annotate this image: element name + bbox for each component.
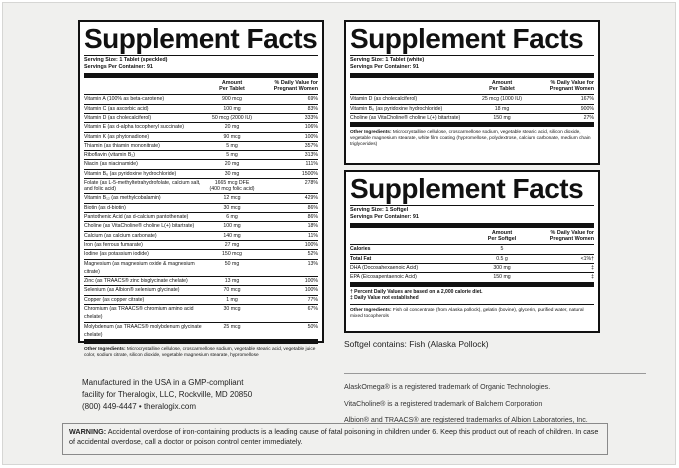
nutrient-daily-value: 86% bbox=[307, 204, 318, 211]
servings-per-container: Servings Per Container: 91 bbox=[350, 63, 419, 70]
nutrient-name: Iron (as ferrous fumarate) bbox=[84, 241, 143, 248]
nutrient-name: Biotin (as d-biotin) bbox=[84, 204, 126, 211]
col-amount-header: Amount Per Softgel bbox=[487, 229, 517, 242]
nutrient-daily-value: 18% bbox=[307, 223, 318, 230]
supplement-facts-tablet-speckled bbox=[78, 20, 324, 359]
panel-title: Supplement Facts bbox=[350, 23, 584, 54]
nutrient-amount: 900 mcg bbox=[222, 96, 242, 103]
table-header bbox=[350, 228, 594, 245]
nutrient-daily-value: 77% bbox=[307, 296, 318, 303]
nutrient-daily-value: 11% bbox=[308, 232, 318, 239]
nutrient-name: Choline (as VitaCholine® choline L(+) bitartrate) bbox=[350, 115, 461, 121]
footnote-dv: † Percent Daily Values are based on a 2,000 calorie diet. bbox=[350, 288, 483, 295]
nutrient-table bbox=[84, 94, 318, 339]
nutrient-name: Vitamin C (as ascorbic acid) bbox=[84, 105, 149, 112]
nutrient-amount: 5 mg bbox=[226, 152, 238, 159]
nutrient-daily-value: 900% bbox=[580, 105, 594, 112]
trademark-alaskomega: AlaskOmega® is a registered trademark of Organic Technologies. bbox=[344, 383, 551, 391]
nutrient-amount: 13 mg bbox=[224, 278, 240, 285]
nutrient-name: Niacin (as niacinamide) bbox=[84, 161, 138, 168]
panel-title: Supplement Facts bbox=[84, 23, 318, 54]
nutrient-daily-value: 313% bbox=[304, 152, 318, 159]
nutrient-amount: 25 mcg bbox=[223, 323, 241, 330]
panel-title: Supplement Facts bbox=[350, 173, 584, 204]
other-ingredients-text: Microcrystalline cellulose, croscarmellose sodium, vegetable stearic acid, silicon dioxide, vegetable magnesium stearate, white film coating (hypromellose, polydextrose, calcium carbonate, medium chain triglycerides) bbox=[350, 130, 591, 147]
nutrient-table bbox=[350, 244, 594, 281]
nutrient-amount: 5 bbox=[500, 246, 504, 253]
nutrient-row bbox=[84, 132, 318, 141]
nutrient-row bbox=[84, 285, 318, 294]
nutrient-name: Thiamin (as thiamin mononitrate) bbox=[84, 142, 160, 149]
nutrient-daily-value: 167% bbox=[580, 96, 594, 103]
nutrient-daily-value: 83% bbox=[307, 105, 318, 112]
nutrient-amount: 30 mg bbox=[224, 170, 240, 177]
nutrient-daily-value: 357% bbox=[304, 142, 318, 149]
nutrient-row bbox=[84, 150, 318, 159]
table-header bbox=[350, 78, 594, 95]
nutrient-amount: 5 mg bbox=[226, 142, 238, 149]
nutrient-amount: 12 mcg bbox=[223, 195, 241, 202]
nutrient-amount: 300 mg bbox=[493, 265, 511, 271]
other-ingredients-label: Other Ingredients: bbox=[350, 130, 392, 136]
nutrient-daily-value: 100% bbox=[304, 241, 318, 248]
manufacturer-contact: (800) 449-4447 • theralogix.com bbox=[82, 402, 196, 411]
nutrient-name: Vitamin D (as cholecalciferol) bbox=[84, 115, 152, 121]
nutrient-name: Vitamin B₁₂ (as methylcobalamin) bbox=[84, 195, 161, 202]
nutrient-name: Calories bbox=[350, 246, 371, 253]
nutrient-daily-value: 278% bbox=[304, 180, 318, 187]
other-ingredients-label: Other Ingredients: bbox=[84, 347, 126, 353]
nutrient-row bbox=[350, 263, 594, 272]
trademark-albion: Albion® and TRAACS® are registered trademarks of Albion Laboratories, Inc. bbox=[344, 416, 588, 424]
servings-per-container: Servings Per Container: 91 bbox=[350, 213, 419, 220]
other-ingredients bbox=[350, 305, 594, 320]
nutrient-name: Riboflavin (vitamin B₂) bbox=[84, 152, 136, 159]
nutrient-daily-value: 86% bbox=[307, 214, 318, 221]
nutrient-name: Chromium (as TRAACS® chromium amino acid chelate) bbox=[84, 306, 194, 321]
nutrient-row bbox=[350, 272, 594, 281]
col-dv-header: % Daily Value for Pregnant Women bbox=[549, 229, 594, 242]
nutrient-row bbox=[350, 254, 594, 263]
col-amount-header: Amount Per Tablet bbox=[489, 79, 515, 92]
other-ingredients-text: Microcrystalline cellulose, croscarmellose sodium, vegetable stearic acid, vegetable juice color, sodium citrate, silicon dioxide, vegetable magnesium stearate, hypromellose bbox=[84, 347, 316, 359]
nutrient-name: Magnesium (as magnesium oxide & magnesium citrate) bbox=[84, 260, 195, 275]
manufacturer-line-1: Manufactured in the USA in a GMP-compliant bbox=[82, 378, 244, 387]
nutrient-daily-value: 1500% bbox=[301, 170, 318, 177]
nutrient-amount: 30 mcg bbox=[223, 204, 241, 211]
col-dv-header: % Daily Value for Pregnant Women bbox=[549, 79, 594, 92]
nutrient-daily-value: 429% bbox=[304, 195, 318, 202]
softgel-allergen-note: Softgel contains: Fish (Alaska Pollock) bbox=[344, 339, 489, 349]
nutrient-daily-value: 50% bbox=[307, 323, 318, 330]
nutrient-row bbox=[84, 212, 318, 221]
nutrient-amount: 0.5 g bbox=[496, 255, 508, 262]
nutrient-name: Iodine (as potassium iodide) bbox=[84, 251, 149, 258]
table-header bbox=[84, 78, 318, 95]
nutrient-name: Vitamin E (as d-alpha tocopheryl succinate) bbox=[84, 124, 184, 131]
nutrient-daily-value: 333% bbox=[304, 115, 318, 121]
nutrient-name: Vitamin B₆ (as pyridoxine hydrochloride) bbox=[84, 170, 177, 177]
nutrient-name: Vitamin K (as phytonadione) bbox=[84, 133, 150, 140]
nutrient-name: Pantothenic Acid (as d-calcium pantothenate) bbox=[84, 214, 189, 221]
nutrient-row bbox=[84, 159, 318, 168]
nutrient-name: Selenium (as Albion® selenium glycinate) bbox=[84, 287, 180, 294]
nutrient-daily-value: 100% bbox=[304, 287, 318, 294]
serving-size: Serving Size: 1 Tablet (white) bbox=[350, 57, 425, 63]
other-ingredients-label: Other Ingredients: bbox=[350, 308, 392, 314]
serving-size: Serving Size: 1 Softgel bbox=[350, 207, 409, 213]
nutrient-row bbox=[84, 231, 318, 240]
nutrient-table bbox=[350, 94, 594, 122]
nutrient-daily-value: 69% bbox=[307, 96, 318, 103]
footnote-not-established: ‡ Daily Value not established bbox=[350, 295, 419, 301]
nutrient-name: Folate (as L-5-methyltetrahydrofolate, calcium salt, and folic acid) bbox=[84, 180, 201, 193]
nutrient-amount: 20 mg bbox=[224, 161, 240, 168]
nutrient-name: Total Fat bbox=[350, 255, 372, 262]
nutrient-amount: 50 mg bbox=[224, 260, 240, 267]
nutrient-daily-value: 111% bbox=[305, 161, 318, 168]
nutrient-name: Vitamin A (100% as beta-carotene) bbox=[84, 96, 165, 103]
nutrient-daily-value: 13% bbox=[307, 260, 318, 267]
nutrient-row bbox=[84, 169, 318, 178]
warning-label: WARNING: bbox=[69, 427, 107, 436]
nutrient-name: Vitamin D (as cholecalciferol) bbox=[350, 96, 418, 103]
nutrient-name: Molybdenum (as TRAACS® molybdenum glycinate chelate) bbox=[84, 323, 202, 338]
nutrient-name: Copper (as copper citrate) bbox=[84, 296, 145, 303]
nutrient-daily-value: 67% bbox=[307, 306, 318, 313]
nutrient-amount: 150 mg bbox=[493, 274, 511, 281]
nutrient-row bbox=[84, 276, 318, 285]
nutrient-amount: 150 mcg bbox=[222, 251, 242, 258]
nutrient-row bbox=[84, 322, 318, 340]
nutrient-row bbox=[84, 94, 318, 103]
nutrient-daily-value: <1%† bbox=[580, 255, 594, 262]
nutrient-daily-value: ‡ bbox=[591, 265, 594, 271]
nutrient-amount: 1665 mcg DFE (400 mcg folic acid) bbox=[209, 180, 255, 193]
nutrient-amount: 27 mg bbox=[224, 241, 240, 248]
other-ingredients-text: Fish oil concentrate (from Alaska pollock), gelatin (bovine), glycerin, purified water, natural mixed tocopherols bbox=[350, 308, 584, 320]
nutrient-name: Calcium (as calcium carbonate) bbox=[84, 232, 157, 239]
nutrient-row bbox=[84, 203, 318, 212]
nutrient-row bbox=[84, 240, 318, 249]
nutrient-daily-value: 100% bbox=[304, 278, 318, 285]
nutrient-row bbox=[84, 122, 318, 131]
nutrient-amount: 25 mcg (1000 IU) bbox=[481, 96, 523, 103]
nutrient-daily-value: 52% bbox=[307, 251, 318, 258]
iron-warning-box bbox=[62, 423, 608, 455]
nutrient-name: Vitamin B₆ (as pyridoxine hydrochloride) bbox=[350, 105, 443, 112]
nutrient-amount: 30 mcg bbox=[223, 306, 241, 313]
nutrient-row bbox=[84, 259, 318, 277]
other-ingredients bbox=[350, 127, 594, 147]
nutrient-row bbox=[84, 113, 318, 122]
nutrient-row bbox=[84, 221, 318, 230]
nutrient-name: Zinc (as TRAACS® zinc bisglycinate chelate) bbox=[84, 278, 188, 285]
serving-size: Serving Size: 1 Tablet (speckled) bbox=[84, 57, 168, 63]
nutrient-daily-value: 100% bbox=[304, 133, 318, 140]
nutrient-amount: 1 mg bbox=[226, 296, 238, 303]
other-ingredients bbox=[84, 344, 318, 359]
nutrient-row bbox=[84, 295, 318, 304]
nutrient-row bbox=[84, 249, 318, 258]
nutrient-daily-value: ‡ bbox=[591, 274, 594, 281]
nutrient-row bbox=[350, 104, 594, 113]
nutrient-amount: 150 mg bbox=[493, 115, 511, 121]
nutrient-row bbox=[350, 94, 594, 103]
servings-per-container: Servings Per Container: 91 bbox=[84, 63, 153, 70]
trademark-vitacholine: VitaCholine® is a registered trademark of Balchem Corporation bbox=[344, 400, 543, 408]
nutrient-amount: 100 mg bbox=[223, 223, 241, 230]
nutrient-name: DHA (Docosahexaenoic Acid) bbox=[350, 265, 419, 271]
warning-text: Accidental overdose of iron-containing products is a leading cause of fatal poisoning in children under 6. Keep this product out of reach of children. In case of accidental overdose, call a doctor or poison control center immediately. bbox=[69, 427, 599, 446]
nutrient-daily-value bbox=[534, 245, 594, 253]
nutrient-row bbox=[84, 141, 318, 150]
supplement-facts-tablet-white bbox=[344, 20, 600, 165]
nutrient-row bbox=[84, 178, 318, 193]
nutrient-amount: 6 mg bbox=[226, 214, 238, 221]
nutrient-row bbox=[84, 193, 318, 202]
nutrient-daily-value: 27% bbox=[583, 115, 594, 121]
nutrient-amount: 20 mg bbox=[224, 124, 240, 131]
manufacturer-line-2: facility for Theralogix, LLC, Rockville, MD 20850 bbox=[82, 390, 253, 399]
divider bbox=[344, 373, 646, 374]
supplement-facts-softgel bbox=[344, 170, 600, 333]
nutrient-row bbox=[84, 104, 318, 113]
col-dv-header: % Daily Value for Pregnant Women bbox=[273, 79, 318, 92]
nutrient-name: EPA (Eicosapentaenoic Acid) bbox=[350, 274, 417, 281]
nutrient-amount: 90 mcg bbox=[223, 133, 241, 140]
nutrient-row bbox=[350, 113, 594, 122]
nutrient-row bbox=[84, 304, 318, 322]
nutrient-amount: 50 mcg (2000 IU) bbox=[211, 115, 253, 121]
col-amount-header: Amount Per Tablet bbox=[219, 79, 245, 92]
nutrient-row bbox=[350, 244, 594, 253]
nutrient-amount: 100 mg bbox=[223, 105, 241, 112]
nutrient-amount: 18 mg bbox=[494, 105, 510, 112]
nutrient-amount: 140 mg bbox=[223, 232, 241, 239]
nutrient-daily-value: 106% bbox=[304, 124, 318, 131]
nutrient-name: Choline (as VitaCholine® choline L(+) bitartrate) bbox=[84, 223, 195, 230]
nutrient-amount: 70 mcg bbox=[223, 287, 241, 294]
